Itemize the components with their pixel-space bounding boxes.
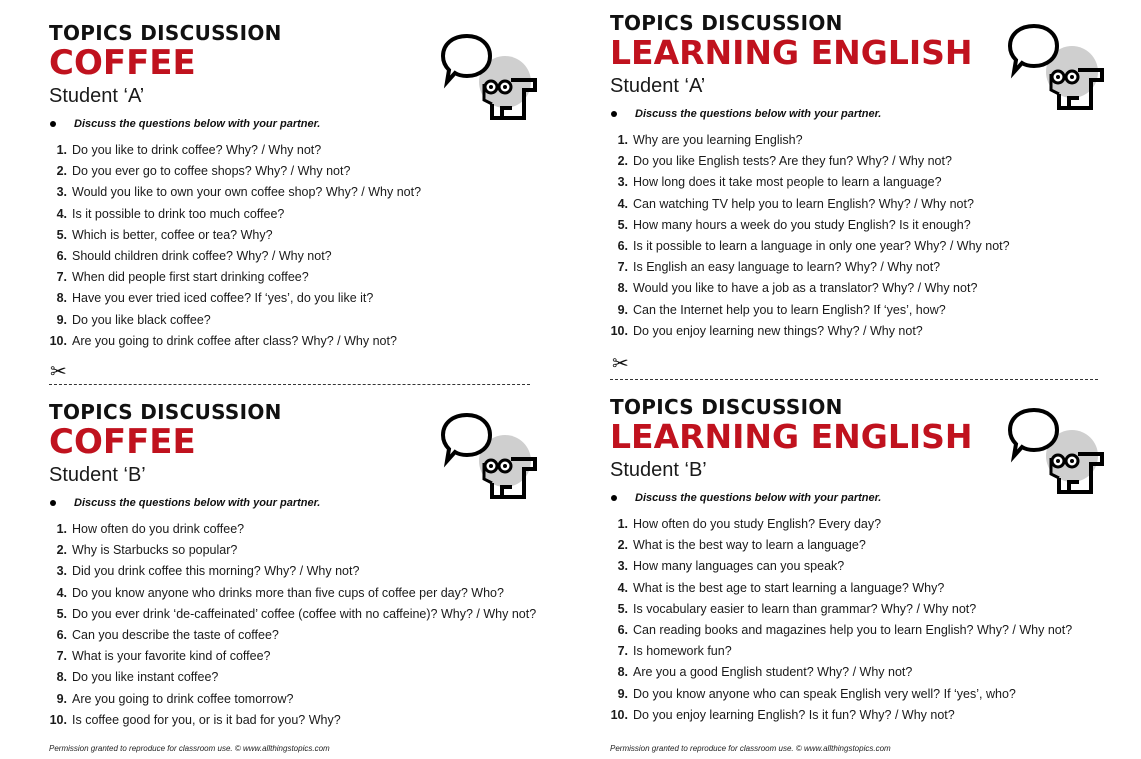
question-item	[49, 625, 536, 646]
bullet-icon	[50, 500, 56, 506]
question-text: Do you like instant coffee?	[72, 670, 219, 685]
question-text: What is your favorite kind of coffee?	[72, 649, 271, 664]
question-number: 2.	[617, 538, 628, 553]
question-text: Do you know anyone who can speak English very well? If ‘yes’, who?	[633, 686, 1016, 701]
card-learning-english-a	[610, 12, 1010, 342]
question-text: How many hours a week do you study English? Is it enough?	[633, 217, 971, 232]
question-text: Do you ever drink ‘de-caffeinated’ coffee (coffee with no caffeine)? Why? / Why not?	[72, 606, 537, 621]
question-number: 4.	[56, 206, 67, 221]
question-number: 9.	[56, 691, 67, 706]
question-number: 8.	[617, 281, 628, 296]
question-text: What is the best way to learn a language?	[633, 538, 866, 553]
question-item	[610, 215, 1010, 236]
question-item	[610, 641, 1072, 662]
question-text: How many languages can you speak?	[633, 559, 845, 574]
question-text: Are you going to drink coffee after class? Why? / Why not?	[72, 333, 397, 348]
question-number: 3.	[617, 559, 628, 574]
question-text: Is English an easy language to learn? Why? / Why not?	[633, 260, 941, 275]
question-number: 4.	[617, 580, 628, 595]
question-item	[610, 236, 1010, 257]
question-list	[49, 140, 421, 352]
question-text: What is the best age to start learning a language? Why?	[633, 580, 945, 595]
question-number: 4.	[617, 196, 628, 211]
instruction-text: Discuss the questions below with your partner.	[635, 108, 882, 120]
question-text: Did you drink coffee this morning? Why? / Why not?	[72, 564, 360, 579]
question-text: Would you like to own your own coffee shop? Why? / Why not?	[72, 185, 422, 200]
question-number: 2.	[617, 154, 628, 169]
question-item	[610, 278, 1010, 299]
instruction-text: Discuss the questions below with your partner.	[74, 497, 321, 509]
question-text: Would you like to have a job as a translator? Why? / Why not?	[633, 281, 978, 296]
question-number: 10.	[610, 707, 628, 722]
question-number: 3.	[56, 185, 67, 200]
topic-heading: TOPICS DISCUSSION	[610, 11, 843, 35]
discussion-speech-face-icon	[440, 411, 540, 503]
scissors-icon: ✂	[50, 361, 67, 383]
question-text: How long does it take most people to learn a language?	[633, 175, 942, 190]
question-item	[610, 535, 1072, 556]
question-item	[610, 514, 1072, 535]
question-number: 5.	[56, 606, 67, 621]
question-item	[49, 519, 536, 540]
bullet-icon	[50, 121, 56, 127]
question-number: 4.	[56, 585, 67, 600]
subject-title: COFFEE	[49, 422, 196, 462]
question-item	[49, 604, 536, 625]
question-text: Can you describe the taste of coffee?	[72, 628, 279, 643]
question-number: 7.	[617, 644, 628, 659]
question-number: 1.	[56, 522, 67, 536]
topic-heading: TOPICS DISCUSSION	[610, 395, 843, 419]
question-text: Is it possible to learn a language in only one year? Why? / Why not?	[633, 239, 1010, 254]
instruction-line	[49, 118, 421, 130]
instruction-line	[610, 492, 1072, 504]
question-item	[610, 705, 1072, 726]
card-learning-english-b	[610, 396, 1072, 726]
question-number: 2.	[56, 164, 67, 179]
question-list	[610, 514, 1072, 726]
subject-title: LEARNING ENGLISH	[610, 33, 973, 72]
question-item	[610, 662, 1072, 683]
question-text: Is homework fun?	[633, 644, 732, 659]
question-item	[610, 194, 1010, 215]
question-item	[49, 246, 421, 267]
cut-line	[49, 384, 530, 385]
question-item	[49, 161, 421, 182]
question-item	[49, 140, 421, 161]
bullet-icon	[611, 495, 617, 501]
instruction-text: Discuss the questions below with your partner.	[635, 492, 882, 504]
question-item	[610, 172, 1010, 193]
question-number: 9.	[617, 686, 628, 701]
question-number: 2.	[56, 543, 67, 558]
question-number: 5.	[617, 601, 628, 616]
student-label: Student ‘A’	[49, 85, 145, 107]
permission-footer: Permission granted to reproduce for classroom use. © www.allthingstopics.com	[49, 744, 330, 753]
subject-title: LEARNING ENGLISH	[610, 417, 973, 456]
card-coffee-a	[49, 22, 421, 352]
question-text: Have you ever tried iced coffee? If ‘yes’, do you like it?	[72, 291, 374, 306]
question-item	[610, 578, 1072, 599]
question-item	[49, 710, 536, 731]
question-text: Why are you learning English?	[633, 133, 803, 147]
instruction-text: Discuss the questions below with your partner.	[74, 118, 321, 130]
question-item	[49, 225, 421, 246]
question-item	[49, 288, 421, 309]
question-number: 1.	[617, 517, 628, 531]
question-text: Do you ever go to coffee shops? Why? / Why not?	[72, 164, 351, 179]
scissors-icon: ✂	[612, 353, 629, 375]
question-item	[610, 300, 1010, 321]
question-number: 5.	[617, 217, 628, 232]
question-text: Is it possible to drink too much coffee?	[72, 206, 285, 221]
question-list	[49, 519, 536, 731]
question-item	[610, 257, 1010, 278]
question-text: Which is better, coffee or tea? Why?	[72, 227, 273, 242]
question-text: Do you enjoy learning new things? Why? / Why not?	[633, 323, 923, 338]
question-text: Can watching TV help you to learn English? Why? / Why not?	[633, 196, 974, 211]
question-text: Do you like to drink coffee? Why? / Why not?	[72, 143, 322, 157]
discussion-speech-face-icon	[440, 32, 540, 124]
discussion-speech-face-icon	[1007, 22, 1107, 114]
question-item	[610, 684, 1072, 705]
question-item	[610, 321, 1010, 342]
question-item	[49, 310, 421, 331]
question-number: 8.	[56, 291, 67, 306]
question-number: 9.	[56, 312, 67, 327]
question-item	[49, 204, 421, 225]
permission-footer: Permission granted to reproduce for classroom use. © www.allthingstopics.com	[610, 744, 891, 753]
question-text: Can reading books and magazines help you to learn English? Why? / Why not?	[633, 623, 1073, 638]
question-item	[49, 689, 536, 710]
question-number: 6.	[56, 249, 67, 264]
bullet-icon	[611, 111, 617, 117]
question-text: Can the Internet help you to learn English? If ‘yes’, how?	[633, 302, 946, 317]
question-text: How often do you drink coffee?	[72, 522, 245, 536]
question-item	[49, 182, 421, 203]
question-text: Do you like black coffee?	[72, 312, 211, 327]
question-item	[49, 646, 536, 667]
question-number: 10.	[610, 323, 628, 338]
student-label: Student ‘B’	[610, 459, 707, 481]
question-number: 10.	[49, 712, 67, 727]
question-item	[49, 583, 536, 604]
discussion-speech-face-icon	[1007, 406, 1107, 498]
question-item	[49, 667, 536, 688]
question-number: 5.	[56, 227, 67, 242]
subject-title: COFFEE	[49, 43, 196, 83]
question-text: Do you enjoy learning English? Is it fun? Why? / Why not?	[633, 707, 955, 722]
question-number: 8.	[56, 670, 67, 685]
instruction-line	[610, 108, 1010, 120]
question-text: Are you a good English student? Why? / Why not?	[633, 665, 913, 680]
question-number: 6.	[617, 623, 628, 638]
question-number: 3.	[56, 564, 67, 579]
question-item	[49, 267, 421, 288]
question-text: Do you know anyone who drinks more than five cups of coffee per day? Who?	[72, 585, 504, 600]
student-label: Student ‘B’	[49, 464, 146, 486]
question-text: Is vocabulary easier to learn than grammar? Why? / Why not?	[633, 601, 977, 616]
question-text: Do you like English tests? Are they fun? Why? / Why not?	[633, 154, 952, 169]
question-item	[610, 620, 1072, 641]
question-item	[610, 556, 1072, 577]
question-text: Are you going to drink coffee tomorrow?	[72, 691, 294, 706]
question-item	[610, 599, 1072, 620]
question-number: 7.	[56, 649, 67, 664]
question-text: Why is Starbucks so popular?	[72, 543, 238, 558]
question-item	[610, 130, 1010, 151]
question-item	[49, 561, 536, 582]
question-number: 10.	[49, 333, 67, 348]
question-number: 3.	[617, 175, 628, 190]
question-number: 1.	[617, 133, 628, 147]
question-number: 7.	[617, 260, 628, 275]
topic-heading: TOPICS DISCUSSION	[49, 400, 282, 424]
question-list	[610, 130, 1010, 342]
question-number: 7.	[56, 270, 67, 285]
question-item	[49, 540, 536, 561]
question-number: 6.	[56, 628, 67, 643]
student-label: Student ‘A’	[610, 75, 706, 97]
question-number: 6.	[617, 239, 628, 254]
question-text: When did people first start drinking coffee?	[72, 270, 309, 285]
question-number: 1.	[56, 143, 67, 157]
question-item	[610, 151, 1010, 172]
question-text: Is coffee good for you, or is it bad for you? Why?	[72, 712, 341, 727]
topic-heading: TOPICS DISCUSSION	[49, 21, 282, 45]
question-item	[49, 331, 421, 352]
question-text: How often do you study English? Every day?	[633, 517, 882, 531]
question-text: Should children drink coffee? Why? / Why not?	[72, 249, 332, 264]
question-number: 8.	[617, 665, 628, 680]
cut-line	[610, 379, 1098, 380]
question-number: 9.	[617, 302, 628, 317]
